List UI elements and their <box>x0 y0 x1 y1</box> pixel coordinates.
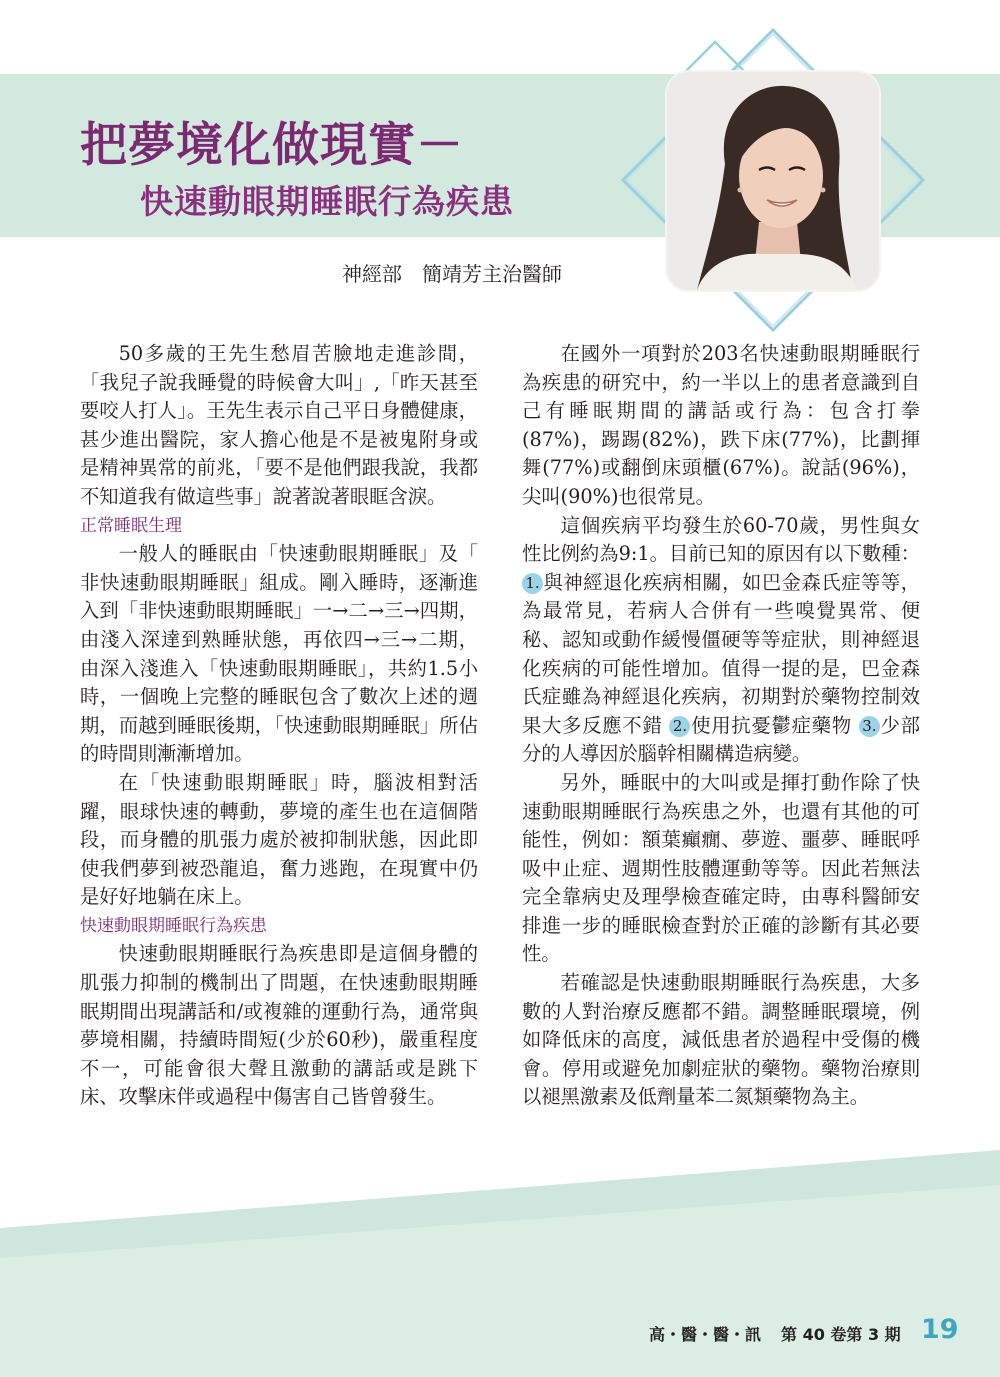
section-heading-normal-sleep: 正常睡眠生理 <box>80 515 182 536</box>
paragraph-sleep-stages: 一般人的睡眠由「快速動眼期睡眠」及「 非快速動眼期睡眠」組成。剛入睡時，逐漸進入到「非快速動眼期睡眠」一→二→三→四期，由淺入深達到熟睡狀態，再依四→三→二期，由深入淺進入「快速動眼期睡眠」，共約1.5小時，一個晚上完整的睡眠包含了數次上述的週期，而越到睡眠後期，「快速動眼期睡眠」所佔的時間則漸漸增加。 <box>80 542 478 766</box>
paragraph-study: 在國外一項對於203名快速動眼期睡眠行為疾患的研究中，約一半以上的患者意識到自己有睡眠期間的講話或行為：包含打拳(87%)，踢踢(82%)，跌下床(77%)，比劃揮舞(77%)或翻倒床頭櫃(67%)。說話(96%)，尖叫(90%)也很常見。 <box>522 342 920 508</box>
cause-2: 使用抗憂鬱症藥物 <box>690 713 852 737</box>
paragraph-rbd-definition: 快速動眼期睡眠行為疾患即是這個身體的肌張力抑制的機制出了問題，在快速動眼期睡眠期間出現講話和/或複雜的運動行為，通常與夢境相關，持續時間短(少於60秒)，嚴重程度不一，可能會很大聲且激動的講話或是跳下床、攻擊床伴或過程中傷害自己皆曾發生。 <box>80 942 478 1109</box>
left-column <box>80 340 478 1112</box>
author-photo <box>667 72 879 290</box>
number-badge-3: 3. <box>859 716 880 737</box>
portrait-illustration <box>667 72 879 290</box>
cause-1: 與神經退化疾病相關，如巴金森氏症等等，為最常見，若病人合併有一些嗅覺異常、便秘、認知或動作緩慢僵硬等等症狀，則神經退化疾病的可能性增加。值得一提的是，巴金森氏症雖為神經退化疾病，初期對於藥物控制效果大多反應不錯 <box>522 570 920 737</box>
right-column <box>522 340 920 1112</box>
paragraph-rem-sleep: 在「快速動眼期睡眠」時，腦波相對活躍，眼球快速的轉動，夢境的產生也在這個階段，而身體的肌張力處於被抑制狀態，因此即使我們夢到被恐龍追，奮力逃跑，在現實中仍是好好地躺在床上。 <box>80 770 478 909</box>
paragraph-causes <box>522 512 920 769</box>
footer-volume: 第 40 卷第 3 期 <box>781 1325 901 1344</box>
page-number: 19 <box>921 1314 959 1345</box>
article-subtitle: 快速動眼期睡眠行為疾患 <box>140 182 514 221</box>
footer-magazine-name: 高・醫・醫・訊 <box>649 1325 762 1344</box>
causes-intro: 這個疾病平均發生於60-70歲，男性與女性比例約為9:1。目前已知的原因有以下數種： <box>522 513 920 566</box>
paragraph-treatment: 若確認是快速動眼期睡眠行為疾患，大多數的人對治療反應都不錯。調整睡眠環境，例如降低床的高度，減低患者於過程中受傷的機會。停用或避免加劇症狀的藥物。藥物治療則以褪黑激素及低劑量苯二氮類藥物為主。 <box>522 971 920 1109</box>
number-badge-1: 1. <box>522 573 543 594</box>
cause-3: 少部分的人導因於腦幹相關構造病變。 <box>522 713 920 766</box>
paragraph-differential: 另外，睡眠中的大叫或是揮打動作除了快速動眼期睡眠行為疾患之外，也還有其他的可能性，例如：額葉癲癇、夢遊、噩夢、睡眠呼吸中止症、週期性肢體運動等等。因此若無法完全靠病史及理學檢查確定時，由專科醫師安排進一步的睡眠檢查對於正確的診斷有其必要性。 <box>522 770 920 966</box>
author-byline: 神經部 簡靖芳主治醫師 <box>342 262 562 286</box>
article-title: 把夢境化做現實－ <box>80 118 464 173</box>
section-heading-rbd: 快速動眼期睡眠行為疾患 <box>80 915 267 936</box>
number-badge-2: 2. <box>669 716 690 737</box>
paragraph-intro: 50多歲的王先生愁眉苦臉地走進診間，「我兒子說我睡覺的時候會大叫」,「昨天甚至要咬人打人」。王先生表示自己平日身體健康，甚少進出醫院，家人擔心他是不是被鬼附身或是精神異常的前兆，「要不是他們跟我說，我都不知道我有做這些事」說著說著眼眶含淚。 <box>80 342 478 508</box>
